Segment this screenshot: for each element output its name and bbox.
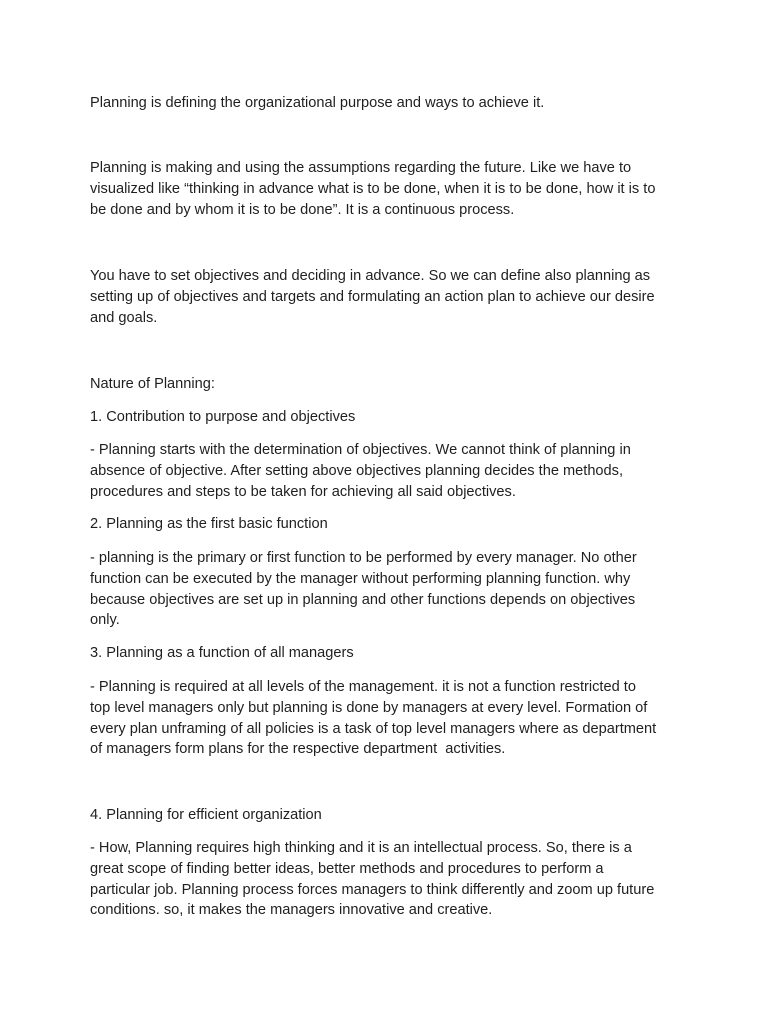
- intro-definition: Planning is defining the organizational purpose and ways to achieve it.: [90, 95, 545, 111]
- point-1-body: - Planning starts with the determination of objectives. We cannot think of planning in absence of objective. After setting above objectives planning decides the methods, procedures and steps to be taken for achieving all said objectives.: [90, 442, 631, 500]
- point-3-body: - Planning is required at all levels of the management. it is not a function restricted to top level managers only but planning is done by managers at every level. Formation of every plan unframing of all policies is a task of top level managers where as department of managers form plans for the respective department activities.: [90, 679, 657, 758]
- point-4-body: - How, Planning requires high thinking and it is an intellectual process. So, there is a great scope of finding better ideas, better methods and procedures to perform a particular job. Planning process forces managers to think differently and zoom up future conditions. so, it makes the managers innovative and creative.: [90, 840, 655, 919]
- point-1-heading: 1. Contribution to purpose and objectives: [90, 409, 356, 425]
- section-heading-nature: Nature of Planning:: [90, 376, 215, 392]
- assumptions-paragraph: Planning is making and using the assumptions regarding the future. Like we have to visualized like “thinking in advance what is to be done, when it is to be done, how it is to be done and by whom it is to be done”. It is a continuous process.: [90, 160, 656, 218]
- point-4-heading: 4. Planning for efficient organization: [90, 807, 322, 823]
- point-3-heading: 3. Planning as a function of all managers: [90, 645, 354, 661]
- objectives-paragraph: You have to set objectives and deciding in advance. So we can define also planning as setting up of objectives and targets and formulating an action plan to achieve our desire and goals.: [90, 268, 655, 326]
- point-2-body: - planning is the primary or first function to be performed by every manager. No other function can be executed by the manager without performing planning function. why because objectives are set up in planning and other functions depends on objectives only.: [90, 550, 637, 629]
- point-2-heading: 2. Planning as the first basic function: [90, 516, 328, 532]
